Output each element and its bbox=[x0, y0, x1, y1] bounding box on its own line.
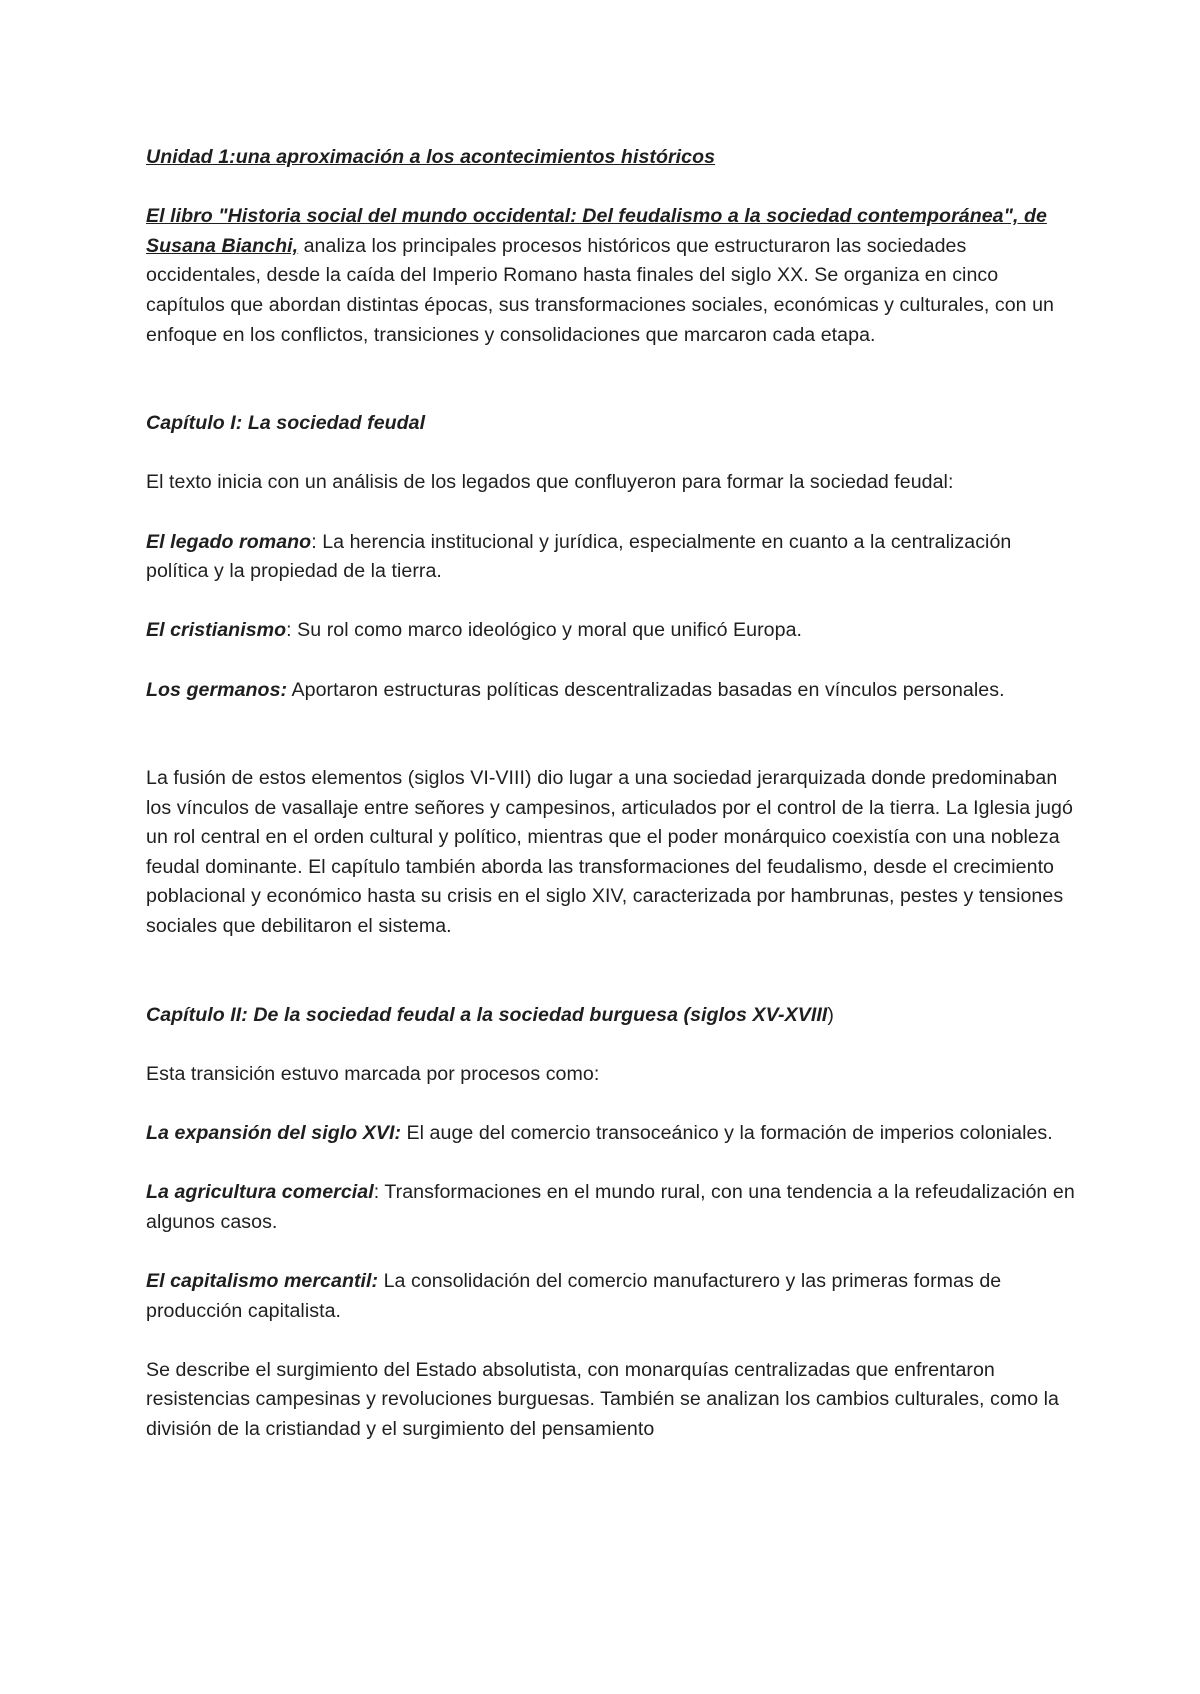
chapter2-heading bbox=[146, 1001, 1076, 1031]
item-term: La expansión del siglo XVI: bbox=[146, 1122, 402, 1145]
item-term: El capitalismo mercantil: bbox=[146, 1270, 379, 1292]
chapter2-item-expansion bbox=[146, 1119, 1076, 1149]
chapter2-heading-text: Capítulo II: De la sociedad feudal a la sociedad burguesa (siglos XV-XVIII bbox=[146, 1003, 828, 1026]
chapter1-intro: El texto inicia con un análisis de los legados que confluyeron para formar la sociedad feudal: bbox=[146, 471, 954, 494]
item-term: La agricultura comercial bbox=[146, 1181, 374, 1204]
chapter1-summary: La fusión de estos elementos (siglos VI-VIII) dio lugar a una sociedad jerarquizada donde predominaban los vínculos de vasallaje entre señores y campesinos, articulados por el control de la tierra. La Iglesia jugó un rol central en el orden cultural y político, mientras que el poder monárquico coexistía con una nobleza feudal dominante. El capítulo también aborda las transformaciones del feudalismo, desde el crecimiento poblacional y económico hasta su crisis en el siglo XIV, caracterizada por hambrunas, pestes y tensiones sociales que debilitaron el sistema. bbox=[146, 767, 1073, 938]
item-text: Su rol como marco ideológico y moral que unificó Europa. bbox=[291, 619, 803, 642]
item-sep: : bbox=[311, 530, 317, 553]
chapter1-heading-text: Capítulo I: La sociedad feudal bbox=[146, 412, 426, 435]
intro-book-reference: El libro "Historia social del mundo occidental: Del feudalismo a la sociedad contemporánea", de Susana Bianchi, bbox=[146, 205, 1047, 257]
intro-body: analiza los principales procesos históricos que estructuraron las sociedades occidentales, desde la caída del Imperio Romano hasta finales del siglo XX. Se organiza en cinco capítulos que abordan distintas épocas, sus transformaciones sociales, económicas y culturales, con un enfoque en los conflictos, transiciones y consolidaciones que marcaron cada etapa. bbox=[146, 234, 1054, 346]
item-sep: : bbox=[373, 1181, 380, 1204]
chapter1-heading bbox=[146, 409, 1076, 439]
item-term: El cristianismo bbox=[146, 619, 287, 642]
item-text: La consolidación del comercio manufacturero y las primeras formas de producción capitalista. bbox=[146, 1270, 1002, 1322]
item-text: El auge del comercio transoceánico y la formación de imperios coloniales. bbox=[401, 1122, 1053, 1145]
chapter2-item-mercantile-capitalism bbox=[146, 1267, 1076, 1326]
chapter2-summary: Se describe el surgimiento del Estado absolutista, con monarquías centralizadas que enfrentaron resistencias campesinas y revoluciones burguesas. También se analizan los cambios culturales, como la división de la cristiandad y el surgimiento del pensamiento bbox=[146, 1358, 1059, 1440]
unit-title bbox=[146, 143, 1076, 173]
item-sep: : bbox=[286, 619, 292, 642]
item-term: Los germanos: bbox=[146, 678, 288, 701]
document-page bbox=[146, 143, 1076, 1445]
chapter1-item-roman-legacy bbox=[146, 528, 1076, 587]
intro-paragraph bbox=[146, 202, 1076, 350]
chapter2-item-commercial-agriculture bbox=[146, 1178, 1076, 1237]
chapter1-item-germans bbox=[146, 676, 1076, 706]
chapter1-item-christianity bbox=[146, 616, 1076, 646]
chapter2-heading-close: ) bbox=[827, 1003, 834, 1026]
item-text: La herencia institucional y jurídica, especialmente en cuanto a la centralización política y la propiedad de la tierra. bbox=[146, 530, 1012, 583]
item-text: Transformaciones en el mundo rural, con una tendencia a la refeudalización en algunos casos. bbox=[146, 1181, 1075, 1233]
unit-title-text: Unidad 1:una aproximación a los acontecimientos históricos bbox=[146, 146, 716, 168]
item-term: El legado romano bbox=[146, 530, 312, 553]
item-text: Aportaron estructuras políticas descentralizadas basadas en vínculos personales. bbox=[287, 678, 1005, 701]
chapter2-intro: Esta transición estuvo marcada por procesos como: bbox=[146, 1062, 600, 1085]
